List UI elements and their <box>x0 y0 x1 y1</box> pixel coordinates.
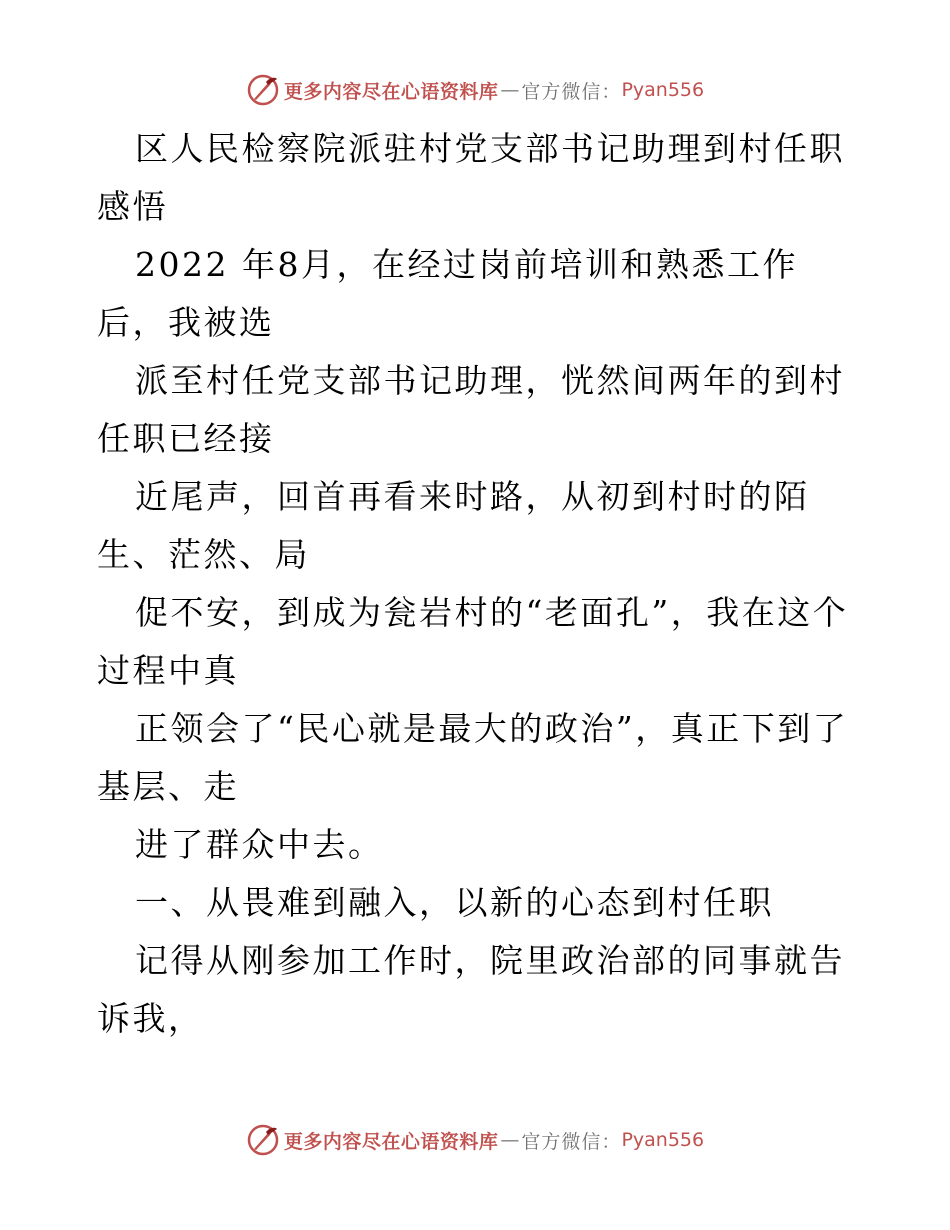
paragraph: 促不安，到成为瓮岩村的“老面孔”，我在这个过程中真 <box>97 593 849 690</box>
quill-pen-logo-icon <box>246 73 280 107</box>
watermark-dash: — <box>500 1129 520 1151</box>
paragraph: 记得从刚参加工作时，院里政治部的同事就告诉我， <box>97 941 845 1038</box>
watermark-wechat-id: Pyan556 <box>621 1129 705 1151</box>
quill-pen-logo-icon <box>246 1123 280 1157</box>
document-body <box>97 120 857 1048</box>
watermark-brand-text: 更多内容尽在心语资料库 <box>283 1130 499 1153</box>
section-heading: 一、从畏难到融入，以新的心态到村任职 <box>135 883 774 922</box>
header-watermark <box>0 70 950 110</box>
document-title: 区人民检察院派驻村党支部书记助理到村任职感悟 <box>97 129 845 226</box>
paragraph: 2022 年8月，在经过岗前培训和熟悉工作后，我被选 <box>97 245 798 342</box>
paragraph: 近尾声，回首再看来时路，从初到村时的陌生、茫然、局 <box>97 477 810 574</box>
paragraph: 进了群众中去。 <box>135 825 384 864</box>
watermark-wechat-id: Pyan556 <box>621 79 705 101</box>
watermark-dash: — <box>500 79 520 101</box>
paragraph: 正领会了“民心就是最大的政治”，真正下到了基层、走 <box>97 709 849 806</box>
footer-watermark <box>0 1120 950 1160</box>
watermark-official-label: 官方微信： <box>521 80 622 103</box>
watermark-official-label: 官方微信： <box>521 1130 622 1153</box>
paragraph: 派至村任党支部书记助理，恍然间两年的到村任职已经接 <box>97 361 845 458</box>
watermark-brand-text: 更多内容尽在心语资料库 <box>283 80 499 103</box>
